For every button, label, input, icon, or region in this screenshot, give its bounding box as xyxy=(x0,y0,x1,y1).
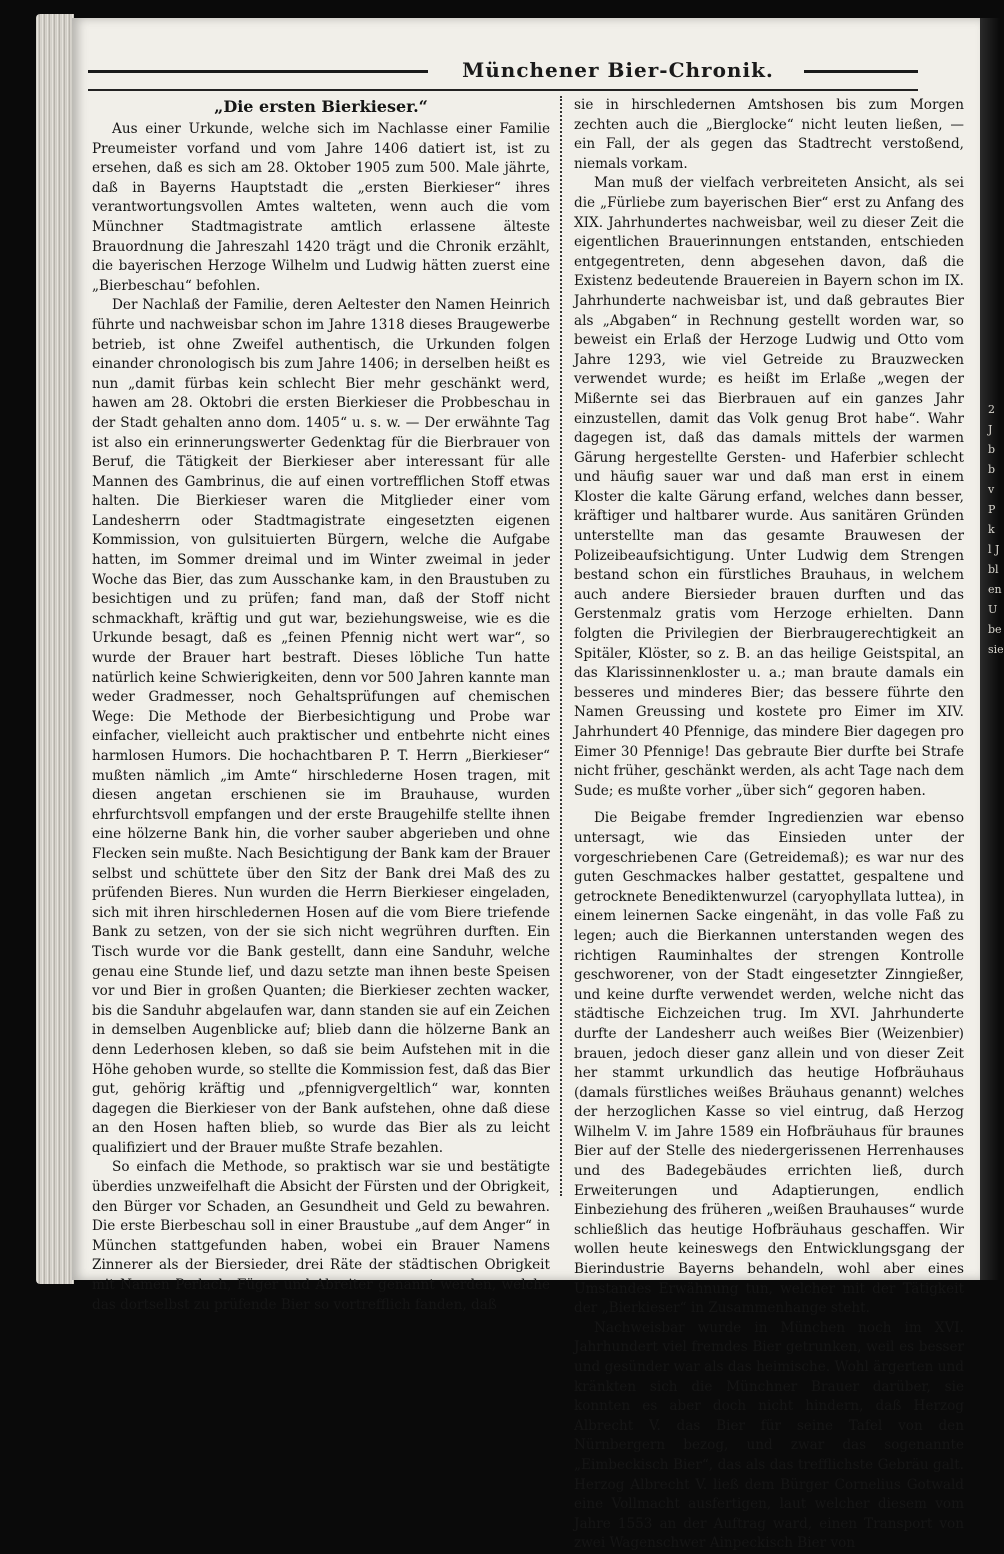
paragraph: Der Nachlaß der Familie, deren Aeltester den Namen Heinrich führte und nachweisbar schon im Jahre 1318 dieses Braugewerbe betrieb, ist ohne Zweifel authentisch, die Urkunden folgen einander chronologisch bis zum Jahre 1406; in derselben heißt es nun „damit fürbas kein schlecht Bier mehr geschänkt werd, hawen am 28. Oktobri die ersten Bierkieser die Probbeschau in der Stadt gehalten anno dom. 1405“ u. s. w. — Der erwähnte Tag ist also ein erinnerungswerter Gedenktag für die Bierbrauer von Beruf, die Tätigkeit der Bierkieser aber interessant für alle Mannen des Gambrinus, die auf einen vortrefflichen Stoff etwas halten. Die Bierkieser waren die Mitglieder einer vom Landesherrn oder Stadtmagistrate eingesetzten eigenen Kommission, von gulsituierten Bürgern, welche die Aufgabe hatten, im Sommer dreimal und im Winter zweimal in jeder Woche das Bier, das zum Ausschanke kam, in den Braustuben zu besichtigen und zu prüfen; fand man, daß der Stoff nicht schmackhaft, kräftig und gut war, beziehungsweise, wie es die Urkunde besagt, daß es „feinen Pfennig nicht wert war“, so wurde der Brauer hart bestraft. Dieses löbliche Tun hatte natürlich keine Schwierigkeiten, denn vor 500 Jahren kannte man weder Gradmesser, noch Gehaltsprüfungen auf chemischen Wege: Die Methode der Bierbesichtigung und Probe war einfacher, vielleicht auch praktischer und entbehrte nicht eines harmlosen Humors. Die hochachtbaren P. T. Herrn „Bierkieser“ mußten nämlich „im Amte“ hirschlederne Hosen tragen, mit diesen angetan erschienen sie im Brauhause, wurden ehrfurchtsvoll empfangen und der erste Braugehilfe stellte ihnen eine hölzerne Bank hin, die vorher sauber abgerieben und ohne Flecken sein mußte. Nach Besichtigung der Bank kam der Brauer selbst und schüttete über den Sitz der Bank drei Maß des zu prüfenden Bieres. Nun wurden die Herrn Bierkieser eingeladen, sich mit ihren hirschledernen Hosen auf die vom Biere triefende Bank zu setzen, von der sie sich nicht wegrühren durften. Ein Tisch wurde vor die Bank gestellt, dann eine Sanduhr, welche genau eine Stunde lief, und dazu setzte man ihnen beste Speisen vor und Bier in großen Quanten; die Bierkieser zechten wacker, bis die Sanduhr abgelaufen war, dann standen sie auf ein Zeichen in demselben Augenblicke auf; blieb dann die hölzerne Bank an denn Lederhosen kleben, so daß sie beim Aufstehen mit in die Höhe gehoben wurde, so stellte die Kommission fest, daß das Bier gut, gehörig kräftig und „pfennigvergeltlich“ war, konnten dagegen die Bierkieser von der Bank aufstehen, ohne daß diese an den Hosen haften blieb, so wurde das Bier als zu leicht qualifiziert und der Brauer mußte Strafe bezahlen. xyxy=(92,297,550,1156)
left-column xyxy=(92,96,550,1315)
paragraph: Man muß der vielfach verbreiteten Ansicht, als sei die „Fürliebe zum bayerischen Bier“ erst zu Anfang des XIX. Jahrhundertes nachweisbar, weil zu dieser Zeit die eigentlichen Brauerinnungen entstanden, entschieden entgegentreten, denn abgesehen davon, daß die Existenz bedeutende Brauereien in Bayern schon im IX. Jahrhunderte nachweisbar ist, und daß gebrautes Bier als „Abgaben“ in Rechnung gestellt worden war, so beweist ein Erlaß der Herzoge Ludwig und Otto vom Jahre 1293, wie viel Getreide zu Brauzwecken verwendet wurde; es heißt im Erlaße „wegen der Mißernte sei das Bierbrauen auf ein ganzes Jahr einzustellen, damit das Volk genug Brot habe“. Wahr dagegen ist, daß das damals mittels der warmen Gärung hergestellte Gersten- und Haferbier schlecht und häufig sauer war und daß man erst in einem Kloster die kalte Gärung erfand, welches dann besser, kräftiger und haltbarer wurde. Aus sanitären Gründen unterstellte man das gesamte Brauwesen der Polizeibeaufsichtigung. Unter Ludwig dem Strengen bestand schon ein fürstliches Brauhaus, in welchem auch andere Biersieder brauen durften und das Gerstenmalz gratis vom Herzoge erhielten. Dann folgten die Privilegien der Bierbraugerechtigkeit an Spitäler, Klöster, so z. B. an das heilige Geistspital, an das Klarissinnenkloster u. a.; man braute damals ein besseres und minderes Bier; das bessere führte den Namen Greussing und kostete pro Eimer im XIV. Jahrhundert 40 Pfennige, das mindere Bier dagegen pro Eimer 30 Pfennige! Das gebraute Bier durfte bei Strafe nicht früher, geschänkt werden, als acht Tage nach dem Sude; es mußte vorher „über sich“ gegoren haben. xyxy=(574,175,964,799)
paragraph: sie in hirschledernen Amtshosen bis zum Morgen zechten auch die „Bierglocke“ nicht leuten ließen, — ein Fall, der als gegen das Stadtrecht verstoßend, niemals vorkam. xyxy=(574,97,964,172)
header-divider xyxy=(88,89,918,91)
header-rule-left xyxy=(88,70,428,73)
article-title: „Die ersten Bierkieser.“ xyxy=(214,97,428,116)
facing-page-fragment: 2 J b b v P k l J bl en U be sie xyxy=(988,403,1004,656)
page-title: Münchener Bier-Chronik. xyxy=(462,58,774,82)
column-divider xyxy=(560,96,562,1196)
book-page-edges xyxy=(36,14,74,1284)
page-header xyxy=(88,58,918,86)
header-rule-right xyxy=(804,70,918,73)
paragraph: Die Beigabe fremder Ingredienzien war ebenso untersagt, wie das Einsieden unter der vorgeschriebenen Care (Getreidemaß); es war nur des guten Geschmackes halber gestattet, gespaltene und getrocknete Benediktenwurzel (caryophyllata luttea), in einem leinernen Sacke eingenäht, in das volle Faß zu legen; auch die Bierkannen unterstanden wegen des richtigen Rauminhaltes der strengen Kontrolle geschworener, von der Stadt eingesetzter Zinngießer, und keine durfte verwendet werden, welche nicht das städtische Eichzeichen trug. Im XVI. Jahrhunderte durfte der Landesherr auch weißes Bier (Weizenbier) brauen, jedoch dieser ganz allein und von dieser Zeit her stammt urkundlich das heutige Hofbräuhaus (damals fürstliches weißes Bräuhaus genannt) welches der herzoglichen Kasse so viel eintrug, daß Herzog Wilhelm V. im Jahre 1589 ein Hofbräuhaus für braunes Bier auf der Stelle des niedergerissenen Herrenhauses und des Badegebäudes errichten ließ, durch Erweiterungen und Adaptierungen, endlich Einbeziehung des früheren „weißen Brauhauses“ wurde schließlich das heutige Hofbräuhaus geschaffen. Wir wollen heute keineswegs den Entwicklungsgang der Bierindustrie Bayerns behandeln, wohl aber eines Umstandes Erwähnung tun, welcher mit der Tätigkeit der „Bierkieser“ in Zusammenhange steht. xyxy=(574,810,964,1317)
paragraph: So einfach die Methode, so praktisch war sie und bestätigte überdies unzweifelhaft die Absicht der Fürsten und der Obrigkeit, den Bürger vor Schaden, an Gesundheit und Geld zu bewahren. Die erste Bierbeschau soll in einer Braustube „auf dem Anger“ in München stattgefunden haben, wobei ein Brauer Namens Zinnerer als der Biersieder, drei Räte der städtischen Obrigkeit mit Namen Perlach, Füger und Abreiter genannt werden, welche das dortselbst zu prüfende Bier so vortrefflich fanden, daß xyxy=(92,1159,550,1313)
paragraph: Nachweisbar wurde in München noch im XVI. Jahrhundert viel fremdes Bier getrunken, weil es besser und gesünder war als das heimische. Wohl ärgerten und kränkten sich die Münchner Brauer darüber, sie konnten es aber doch nicht hindern, daß Herzog Albrecht V. das Bier für seine Tafel von den Nürnbergern bezog, und zwar das sogenannte „Eimbeckisch Bier“, das als das trefflichste Gebräu galt. Herzog Albrecht V. ließ dem Bürger Cornelius Gotwald eine Vollmacht ausfertigen, laut welcher diesem vom Jahre 1553 an der Auftrag ward, einen Transport von zwei Wagenschwer Ainpeckisch Bier von xyxy=(574,1319,964,1552)
right-column xyxy=(574,96,964,1554)
paragraph: Aus einer Urkunde, welche sich im Nachlasse einer Familie Preumeister vorfand und vom Jahre 1406 datiert ist, ist zu ersehen, daß es sich am 28. Oktober 1905 zum 500. Male jährte, daß in Bayerns Hauptstadt die „ersten Bierkieser“ ihres verantwortungsvollen Amtes walteten, wenn auch die vom Münchner Stadtmagistrate amtlich erlassene älteste Brauordnung die Jahreszahl 1420 trägt und die Chronik erzählt, die bayerischen Herzoge Wilhelm und Ludwig hätten zuerst eine „Bierbeschau“ befohlen. xyxy=(92,121,550,294)
